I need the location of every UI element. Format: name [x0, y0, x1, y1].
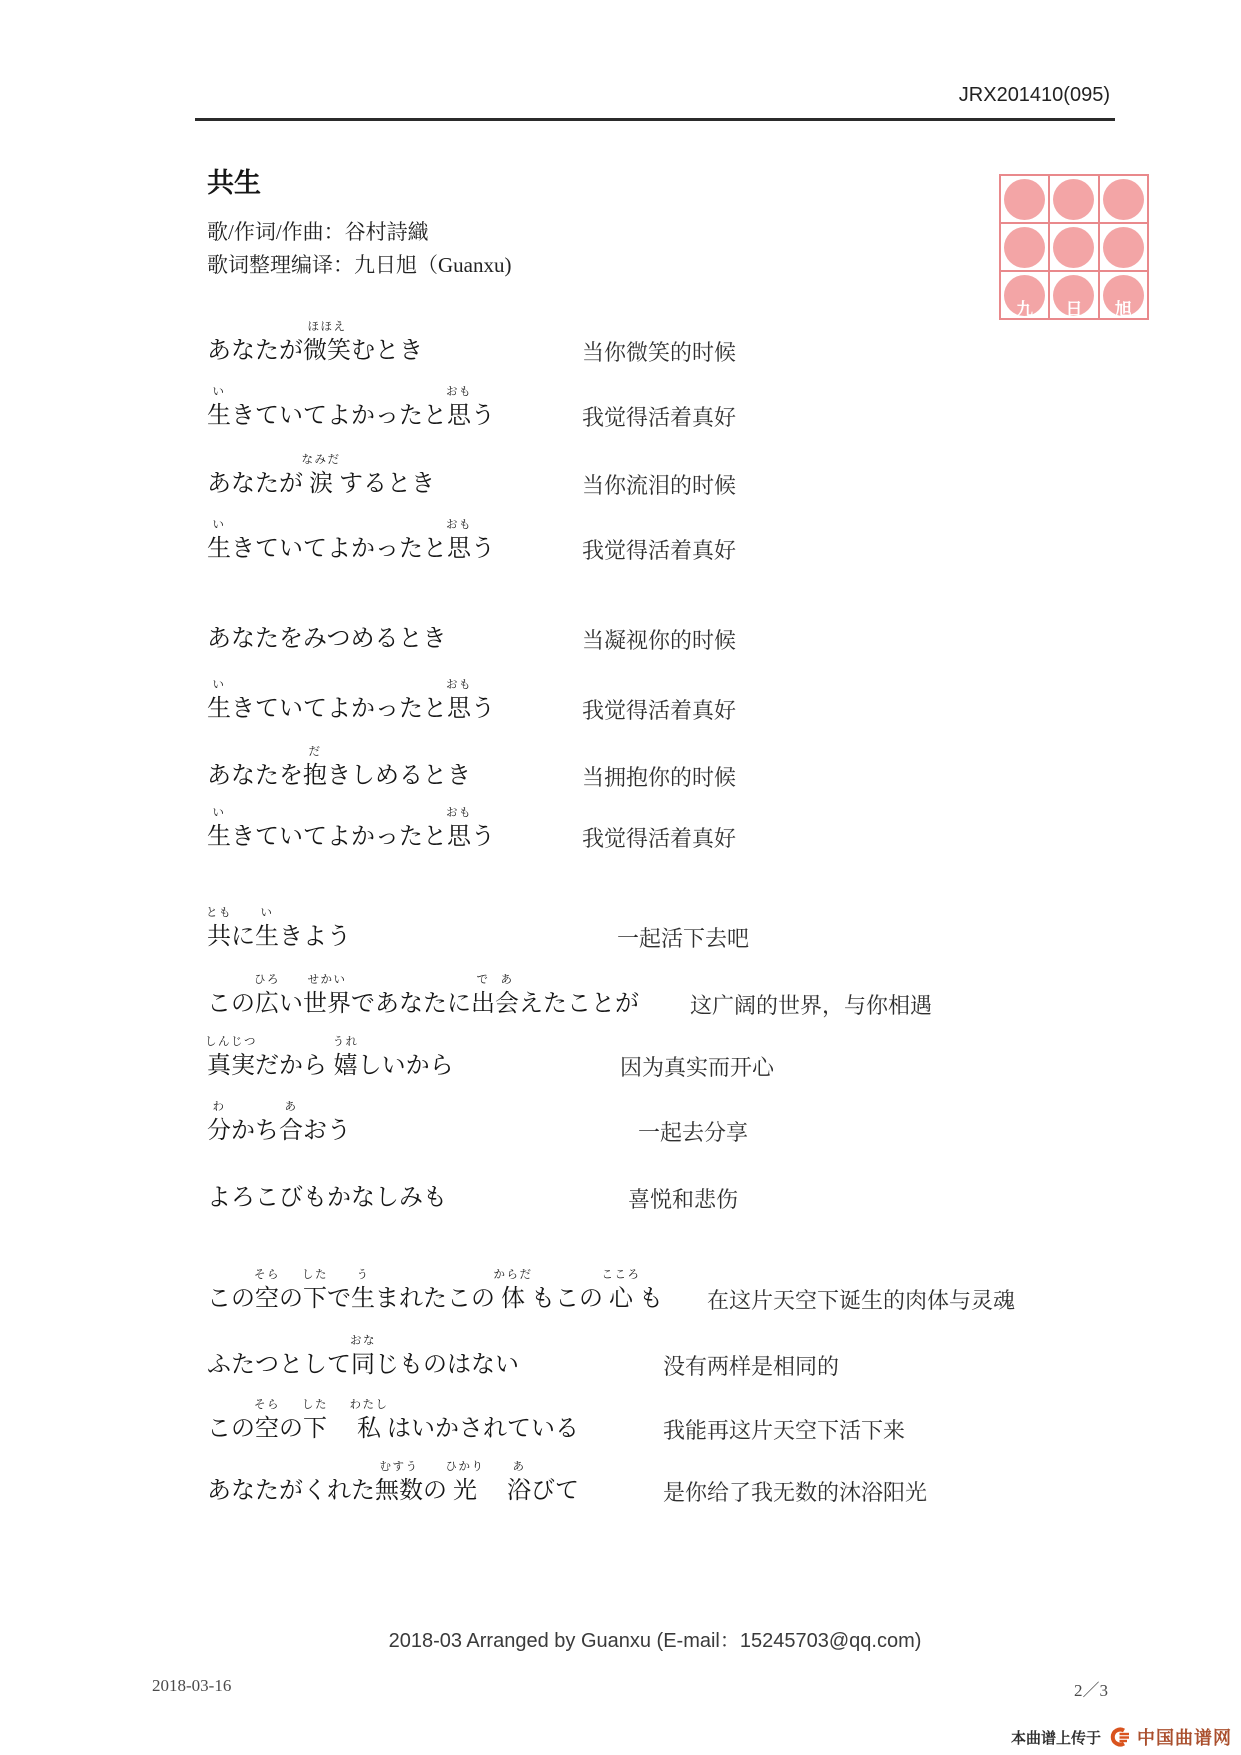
lyric-chinese: 没有两样是相同的 [663, 1354, 840, 1379]
lyric-row [0, 679, 1241, 725]
furigana: あ [284, 1101, 298, 1113]
furigana: だ [308, 746, 322, 758]
lyric-japanese: この ひろ 広い せかい 世界であなたに で 出 あ 会えたことが [207, 974, 639, 1017]
furigana: なみだ [301, 454, 341, 466]
lyric-japanese: あなたがくれた むすう 無数の ひかり 光 あ 浴びて [207, 1461, 579, 1504]
furigana: ひろ [254, 974, 280, 986]
lyric-row [0, 746, 1241, 792]
lyric-japanese: しんじつ 真実だから うれ 嬉しいから [205, 1036, 454, 1079]
furigana: おな [350, 1335, 376, 1347]
furigana: ひかり [445, 1461, 485, 1473]
lyric-japanese: わ 分かち あ 合おう [207, 1101, 351, 1144]
lyric-chinese: 我能再这片天空下活下来 [663, 1418, 906, 1443]
lyric-row [0, 1269, 1241, 1315]
site-watermark [1011, 1724, 1232, 1750]
lyric-japanese: とも 共に い 生きよう [206, 907, 351, 950]
lyric-japanese: い 生きていてよかったと おも 思う [207, 679, 495, 722]
footer-date: 2018-03-16 [152, 1676, 232, 1695]
logo-cell [1100, 224, 1147, 270]
furigana: おも [446, 679, 472, 691]
watermark-prefix: 本曲谱上传于 [1010, 1729, 1101, 1747]
lyric-chinese: 一起活下去吧 [617, 926, 750, 951]
furigana: い [260, 907, 274, 919]
logo-character: 九 [1016, 300, 1034, 319]
document-code: JRX201410(095) [958, 84, 1110, 106]
logo-circle-icon [1004, 179, 1045, 220]
logo-cell [1050, 176, 1097, 222]
lyric-japanese: この そら 空の した 下で う 生まれたこの からだ 体 もこの こころ 心 も [207, 1269, 663, 1312]
lyric-chinese: 一起去分享 [638, 1120, 749, 1145]
furigana: こころ [601, 1269, 641, 1281]
furigana: い [212, 519, 226, 531]
lyric-chinese: 我觉得活着真好 [582, 826, 737, 851]
footer-arranged-note: 2018-03 Arranged by Guanxu (E-mail：15245703@qq.com) [388, 1630, 922, 1652]
logo-cell [1001, 224, 1048, 270]
furigana: からだ [493, 1269, 533, 1281]
lyric-japanese: よろこびもかなしみも [207, 1184, 447, 1211]
lyric-japanese: あなたをみつめるとき [207, 625, 447, 652]
furigana: おも [446, 386, 472, 398]
logo-circle-icon [1103, 227, 1144, 268]
lyric-chinese: 在这片天空下诞生的肉体与灵魂 [707, 1288, 1016, 1313]
furigana: おも [446, 519, 472, 531]
furigana: むすう [379, 1461, 419, 1473]
lyric-row [0, 1036, 1241, 1082]
lyric-row [0, 1101, 1241, 1147]
lyric-chinese: 喜悦和悲伤 [628, 1187, 739, 1212]
furigana: おも [446, 807, 472, 819]
furigana: ほほえ [307, 321, 347, 333]
logo-character: 日 [1065, 300, 1083, 319]
lyric-row [0, 907, 1241, 953]
lyric-japanese: あなたを だ 抱きしめるとき [207, 746, 471, 789]
furigana: わたし [349, 1399, 389, 1411]
logo-circle-icon [1103, 179, 1144, 220]
lyric-japanese: あなたが ほほえ 微笑むとき [207, 321, 423, 364]
furigana: うれ [332, 1036, 359, 1048]
lyric-chinese: 当你微笑的时候 [582, 340, 737, 365]
furigana: あ [500, 974, 514, 986]
lyric-row [0, 321, 1241, 367]
lyric-row [0, 519, 1241, 565]
lyric-chinese: 是你给了我无数的沐浴阳光 [663, 1480, 928, 1505]
lyric-chinese: 当你流泪的时候 [582, 473, 737, 498]
furigana: い [212, 807, 226, 819]
furigana: せかい [307, 974, 347, 986]
lyric-chinese: 当拥抱你的时候 [582, 765, 737, 790]
furigana: した [302, 1399, 328, 1411]
lyric-chinese: 我觉得活着真好 [582, 698, 737, 723]
lyric-row [0, 1184, 1241, 1214]
furigana: う [356, 1269, 370, 1281]
song-title: 共生 [207, 168, 261, 198]
logo-circle-icon [1053, 179, 1094, 220]
header-rule [195, 118, 1115, 121]
lyric-row [0, 974, 1241, 1020]
furigana: しんじつ [205, 1036, 257, 1048]
lyric-chinese: 因为真实而开心 [620, 1055, 775, 1080]
furigana: そら [254, 1399, 280, 1411]
lyric-row [0, 625, 1241, 655]
lyric-japanese: この そら 空の した 下 わたし 私 はいかされている [207, 1399, 579, 1442]
lyric-chinese: 我觉得活着真好 [582, 405, 737, 430]
lyric-chinese: 我觉得活着真好 [582, 538, 737, 563]
lyric-japanese: い 生きていてよかったと おも 思う [207, 519, 495, 562]
lyric-japanese: い 生きていてよかったと おも 思う [207, 386, 495, 429]
credit-composer: 歌/作词/作曲：谷村詩織 [207, 220, 429, 244]
publisher-logo [999, 174, 1149, 320]
site-name: 中国曲谱网 [1137, 1728, 1232, 1748]
furigana: とも [206, 907, 232, 919]
logo-cell [1100, 272, 1147, 318]
lyric-row [0, 386, 1241, 432]
furigana: あ [512, 1461, 526, 1473]
furigana: した [302, 1269, 328, 1281]
logo-cell [1050, 272, 1097, 318]
lyric-row [0, 454, 1241, 500]
logo-circle-icon [1053, 227, 1094, 268]
credit-arranger: 歌词整理编译：九日旭（Guanxu) [207, 253, 512, 277]
lyric-row [0, 1461, 1241, 1507]
furigana: で [476, 974, 490, 986]
lyric-row [0, 1399, 1241, 1445]
page-number: 2／3 [1074, 1681, 1108, 1700]
logo-cell [1001, 272, 1048, 318]
logo-cell [1100, 176, 1147, 222]
logo-character: 旭 [1114, 300, 1132, 319]
lyric-japanese: い 生きていてよかったと おも 思う [207, 807, 495, 850]
lyric-chinese: 这广阔的世界，与你相遇 [690, 993, 933, 1018]
lyric-row [0, 807, 1241, 853]
furigana: そら [254, 1269, 280, 1281]
lyric-japanese: あなたが なみだ 涙 するとき [207, 454, 435, 497]
lyric-japanese: ふたつとして おな 同じものはない [207, 1335, 519, 1378]
logo-cell [1050, 224, 1097, 270]
furigana: わ [212, 1101, 226, 1113]
lyric-row [0, 1335, 1241, 1381]
logo-cell [1001, 176, 1048, 222]
logo-circle-icon [1004, 227, 1045, 268]
lyric-chinese: 当凝视你的时候 [582, 628, 737, 653]
furigana: い [212, 679, 226, 691]
furigana: い [212, 386, 226, 398]
site-logo-icon [1108, 1727, 1130, 1747]
